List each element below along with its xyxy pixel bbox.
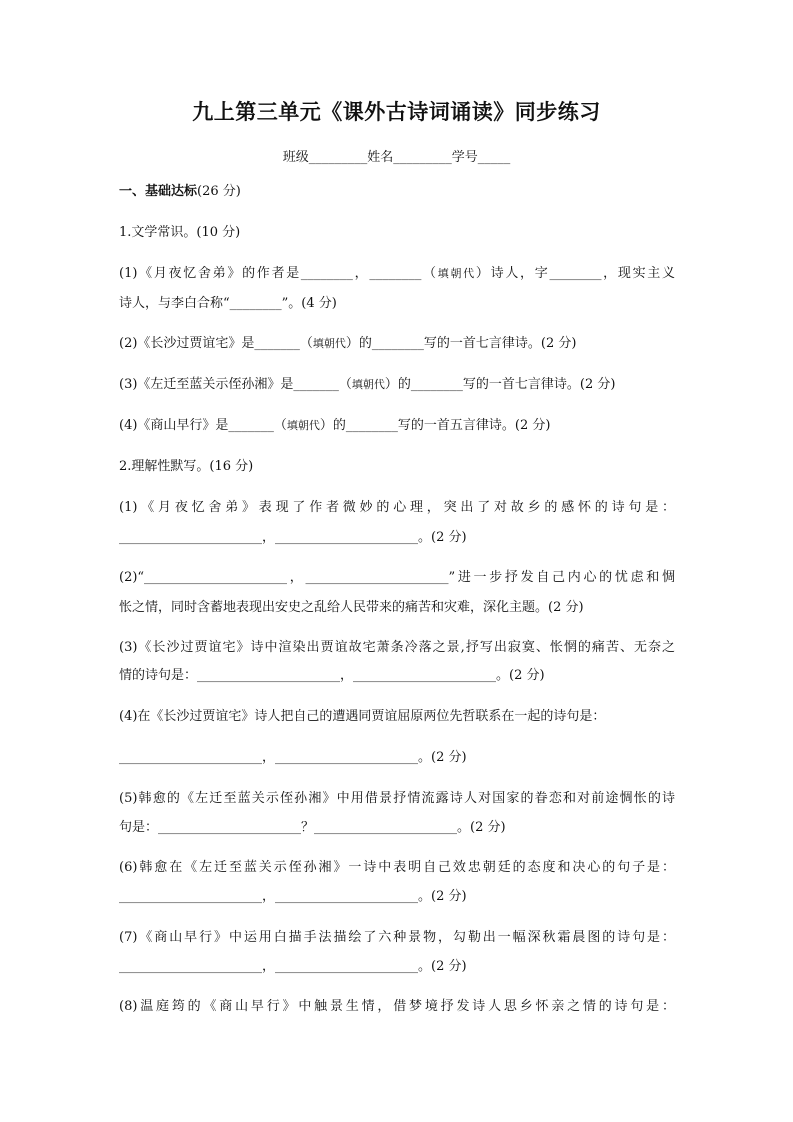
question-1-item-3: (3)《左迁至蓝关示侄孙湘》是_______（填朝代）的________写的一首七言律诗。(2 分) — [119, 377, 616, 392]
question-1-item-1-cont: 诗人，与李白合称“________”。(4 分) — [119, 296, 337, 311]
question-1-heading: 1.文学常识。(10 分) — [119, 225, 241, 240]
question-2-line: ______________________，______________________。(2 分) — [119, 959, 467, 974]
question-2-heading: 2.理解性默写。(16 分) — [119, 459, 254, 474]
question-2-line: (1)《月夜忆舍弟》表现了作者微妙的心理，突出了对故乡的感怀的诗句是： — [119, 500, 675, 515]
question-2-line: (3)《长沙过贾谊宅》诗中渲染出贾谊故宅萧条冷落之景,抒写出寂寞、怅惘的痛苦、无奈之 — [119, 640, 675, 655]
section-score: (26 分) — [197, 184, 241, 199]
student-info-line: 班级_________姓名_________学号_____ — [282, 150, 511, 165]
question-2-line: ______________________，______________________。(2 分) — [119, 530, 467, 545]
question-2-line: ______________________，______________________。(2 分) — [119, 750, 467, 765]
question-2-line: (7)《商山早行》中运用白描手法描绘了六种景物，勾勒出一幅深秋霜晨图的诗句是： — [119, 930, 675, 945]
question-2-line: 情的诗句是：______________________，______________________。(2 分) — [119, 668, 545, 683]
question-2-line: (2)“______________________，______________________”进一步抒发自己内心的忧虑和惆 — [119, 570, 675, 585]
question-2-line: ______________________，______________________。(2 分) — [119, 889, 467, 904]
page-title: 九上第三单元《课外古诗词诵读》同步练习 — [192, 100, 601, 124]
question-2-line: 句是：______________________？______________________。(2 分) — [119, 820, 506, 835]
section-heading — [119, 183, 675, 201]
question-2-line: (4)在《长沙过贾谊宅》诗人把自己的遭遇同贾谊屈原两位先哲联系在一起的诗句是： — [119, 709, 606, 724]
question-2-line: (8)温庭筠的《商山早行》中触景生情，借梦境抒发诗人思乡怀亲之情的诗句是： — [119, 999, 675, 1014]
question-2-line: 怅之情，同时含蓄地表现出安史之乱给人民带来的痛苦和灾难，深化主题。(2 分) — [119, 600, 584, 615]
question-2-line: (6)韩愈在《左迁至蓝关示侄孙湘》一诗中表明自己效忠朝廷的态度和决心的句子是： — [119, 860, 675, 875]
question-1-item-1: (1)《月夜忆舍弟》的作者是________，________（填朝代）诗人，字________，现实主义 — [119, 266, 675, 281]
question-1-item-4: (4)《商山早行》是_______（填朝代）的________写的一首五言律诗。(2 分) — [119, 418, 551, 433]
section-title: 一、基础达标 — [119, 184, 198, 199]
question-1-item-2: (2)《长沙过贾谊宅》是_______（填朝代）的________写的一首七言律诗。(2 分) — [119, 336, 577, 351]
question-2-line: (5)韩愈的《左迁至蓝关示侄孙湘》中用借景抒情流露诗人对国家的眷恋和对前途惆怅的诗 — [119, 791, 675, 806]
